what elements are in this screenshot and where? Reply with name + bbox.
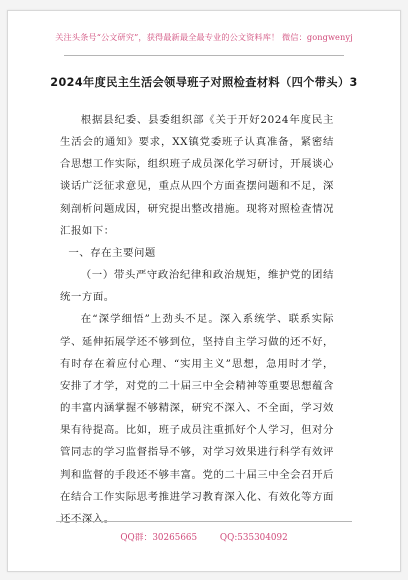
footer-qq-number: QQ:535304092 xyxy=(219,533,288,543)
body-paragraph: 在“深学细悟”上劲头不足。深入系统学、联系实际学、延伸拓展学还不够到位，坚持自主学习做的还不好，有时存在着应付心理、“实用主义”思想，急用时才学，安排了才学，对党的二十届三中全会精神等重要思想蕴含的丰富内涵掌握不够精深，研究不深入、不全面，学习效果有待提高。比如，班子成员注重抓好个人学习，但对分管同志的学习监督指导不够，对学习效果进行科学有效评判和监督的手段还不够丰富。党的二十届三中全会召开后在结合工作实际思考推进学习教育深入化、有效化等方面还不深入。 xyxy=(60,313,334,525)
footer-contact xyxy=(0,530,408,543)
header-divider xyxy=(64,55,344,56)
footer-divider xyxy=(56,521,352,522)
subsection-heading: （一）带头严守政治纪律和政治规矩，维护党的团结统一方面。 xyxy=(60,269,334,304)
section-heading: 一、存在主要问题 xyxy=(68,246,156,259)
header-promo-note: 关注头条号“公文研究”，获得最新最全最专业的公文资料库！ 微信：gongwenyj xyxy=(55,32,353,42)
footer-qq-group: QQ群：30265665 xyxy=(120,533,198,543)
document-title: 2024年度民主生活会领导班子对照检查材料（四个带头）3 xyxy=(50,76,358,89)
document-body xyxy=(60,109,334,530)
intro-paragraph: 根据县纪委、县委组织部《关于开好2024年度民主生活会的通知》要求，XX镇党委班子认真准备，紧密结合思想工作实际，组织班子成员深化学习研讨，开展谈心谈话广泛征求意见，重点从四个方面查摆问题和不足，深刻剖析问题成因，研究提出整改措施。现将对照检查情况汇报如下： xyxy=(60,114,334,237)
